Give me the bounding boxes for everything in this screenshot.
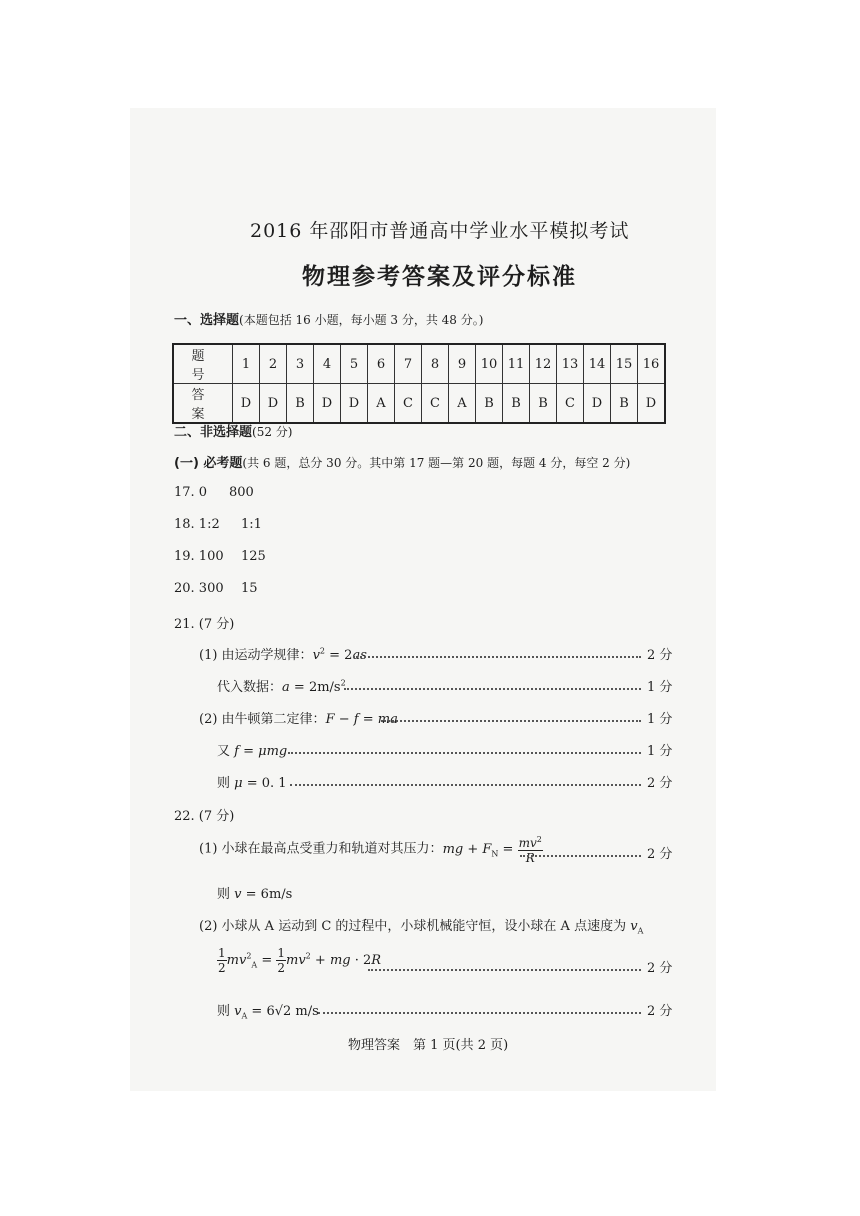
q21-formula-1: $v^2 = 2as$ [312,646,367,663]
leader-dots [344,688,641,690]
section2-note: (52 分) [252,425,293,439]
section1-heading-line [174,309,483,328]
answer-17-label: 17. 0 [174,485,208,500]
answer-table [172,343,666,424]
table-cell: 13 [557,344,584,384]
table-cell: 2 [260,344,287,384]
table-cell: B [611,384,638,424]
q22-step1-text: (1) 小球在最高点受重力和轨道对其压力： [199,841,443,857]
table-cell: 5 [341,344,368,384]
q21-step1-score: 2 分 [647,648,673,663]
table-cell: D [584,384,611,424]
q21-step3 [199,708,398,727]
q21-step5-score: 2 分 [647,776,673,791]
q22-step1-score: 2 分 [647,847,673,862]
answer-20-label: 20. 300 [174,581,224,596]
table-cell: D [638,384,666,424]
leader-dots [318,1012,641,1014]
table-cell: B [503,384,530,424]
q21-step5 [217,772,287,791]
q21-step2 [217,676,346,695]
section2-heading-line [174,421,292,440]
page-title: 物理参考答案及评分标准 [302,263,577,290]
table-cell: 4 [314,344,341,384]
table-row-numbers [173,344,665,384]
q21-formula-3: F − f = ma [325,712,398,727]
q21-step1 [199,644,367,663]
leader-dots [381,720,641,722]
table-cell: B [530,384,557,424]
q22-formula-2: v = 6m/s [234,887,293,902]
leader-dots [353,656,641,658]
table-cell: 10 [476,344,503,384]
q22-step4-score: 2 分 [647,961,673,976]
q21-step1-text: (1) 由运动学规律： [199,648,313,663]
answer-18-value: 1:1 [241,517,262,532]
answer-19-value: 125 [241,549,266,564]
table-cell: 8 [422,344,449,384]
q21-heading: 21. (7 分) [174,617,235,632]
q21-step4-score: 1 分 [647,744,673,759]
answer-17-value: 800 [229,485,254,500]
row-label-answer: 答 案 [173,384,233,424]
table-cell: 7 [395,344,422,384]
table-cell: 9 [449,344,476,384]
leader-dots [368,969,641,971]
q22-step5-text: 则 [217,1004,231,1019]
q22-formula-3: $v_A$ [630,919,644,936]
answer-20-value: 15 [241,581,258,596]
subsection-heading-line [174,452,630,471]
leader-dots [288,752,641,754]
q22-step4 [217,946,381,975]
page-footer: 物理答案 第 1 页(共 2 页) [348,1038,509,1053]
q22-formula-4: $\frac{1}{2}$ $mv^2_A$ = $\frac{1}{2}$ $mv^2$ + mg · 2R [218,946,382,975]
q21-step5-text: 则 [217,776,231,791]
table-cell: A [368,384,395,424]
q21-step4 [217,740,287,759]
q21-formula-4: f = μmg [234,744,288,759]
table-cell: 1 [233,344,260,384]
section1-heading: 一、选择题 [174,313,240,328]
q21-step4-text: 又 [217,744,231,759]
leader-dots [520,855,641,857]
q21-step2-score: 1 分 [647,680,673,695]
q21-formula-5: μ = 0. 1 [234,776,287,791]
table-cell: B [476,384,503,424]
table-cell: 12 [530,344,557,384]
q22-step2-text: 则 [217,887,231,902]
q21-step2-text: 代入数据： [217,680,283,695]
table-cell: 6 [368,344,395,384]
table-cell: C [422,384,449,424]
subsection-note: (共 6 题，总分 30 分。其中第 17 题—第 20 题，每题 4 分，每空 2 分) [242,456,631,470]
table-cell: A [449,384,476,424]
q21-step3-text: (2) 由牛顿第二定律： [199,712,326,727]
table-cell: D [233,384,260,424]
table-cell: 11 [503,344,530,384]
q22-step3 [199,915,643,936]
q22-formula-1: mg + $F_N$ = $\frac{mv^2}{R}$ [442,835,542,865]
table-cell: D [260,384,287,424]
q21-step3-score: 1 分 [647,712,673,727]
q21-formula-2: $a = 2m/s^2$ [282,678,346,695]
table-cell: D [341,384,368,424]
q22-step5 [217,1000,319,1021]
answer-18-label: 18. 1:2 [174,517,220,532]
row-label-question: 题 号 [173,344,233,384]
answer-19-label: 19. 100 [174,549,224,564]
q22-step1 [199,833,543,865]
q22-step2 [217,883,292,902]
section2-heading: 二、非选择题 [174,425,253,440]
leader-dots [290,784,641,786]
table-cell: 15 [611,344,638,384]
table-cell: 16 [638,344,666,384]
table-cell: B [287,384,314,424]
table-cell: C [395,384,422,424]
section1-note: (本题包括 16 小题，每小题 3 分，共 48 分。) [239,313,484,327]
q22-step3-text: (2) 小球从 A 运动到 C 的过程中，小球机械能守恒，设小球在 A 点速度为 [199,919,627,934]
table-cell: 14 [584,344,611,384]
q22-step5-score: 2 分 [647,1004,673,1019]
table-cell: D [314,384,341,424]
table-cell: 3 [287,344,314,384]
q22-heading: 22. (7 分) [174,809,235,824]
subsection-heading: (一) 必考题 [174,456,243,471]
table-row-answers [173,384,665,424]
table-cell: C [557,384,584,424]
scanned-page [130,108,716,1091]
exam-title: 2016 年邵阳市普通高中学业水平模拟考试 [250,220,630,242]
q22-formula-5: $v_A = 6√2$ m/s [234,1004,319,1021]
